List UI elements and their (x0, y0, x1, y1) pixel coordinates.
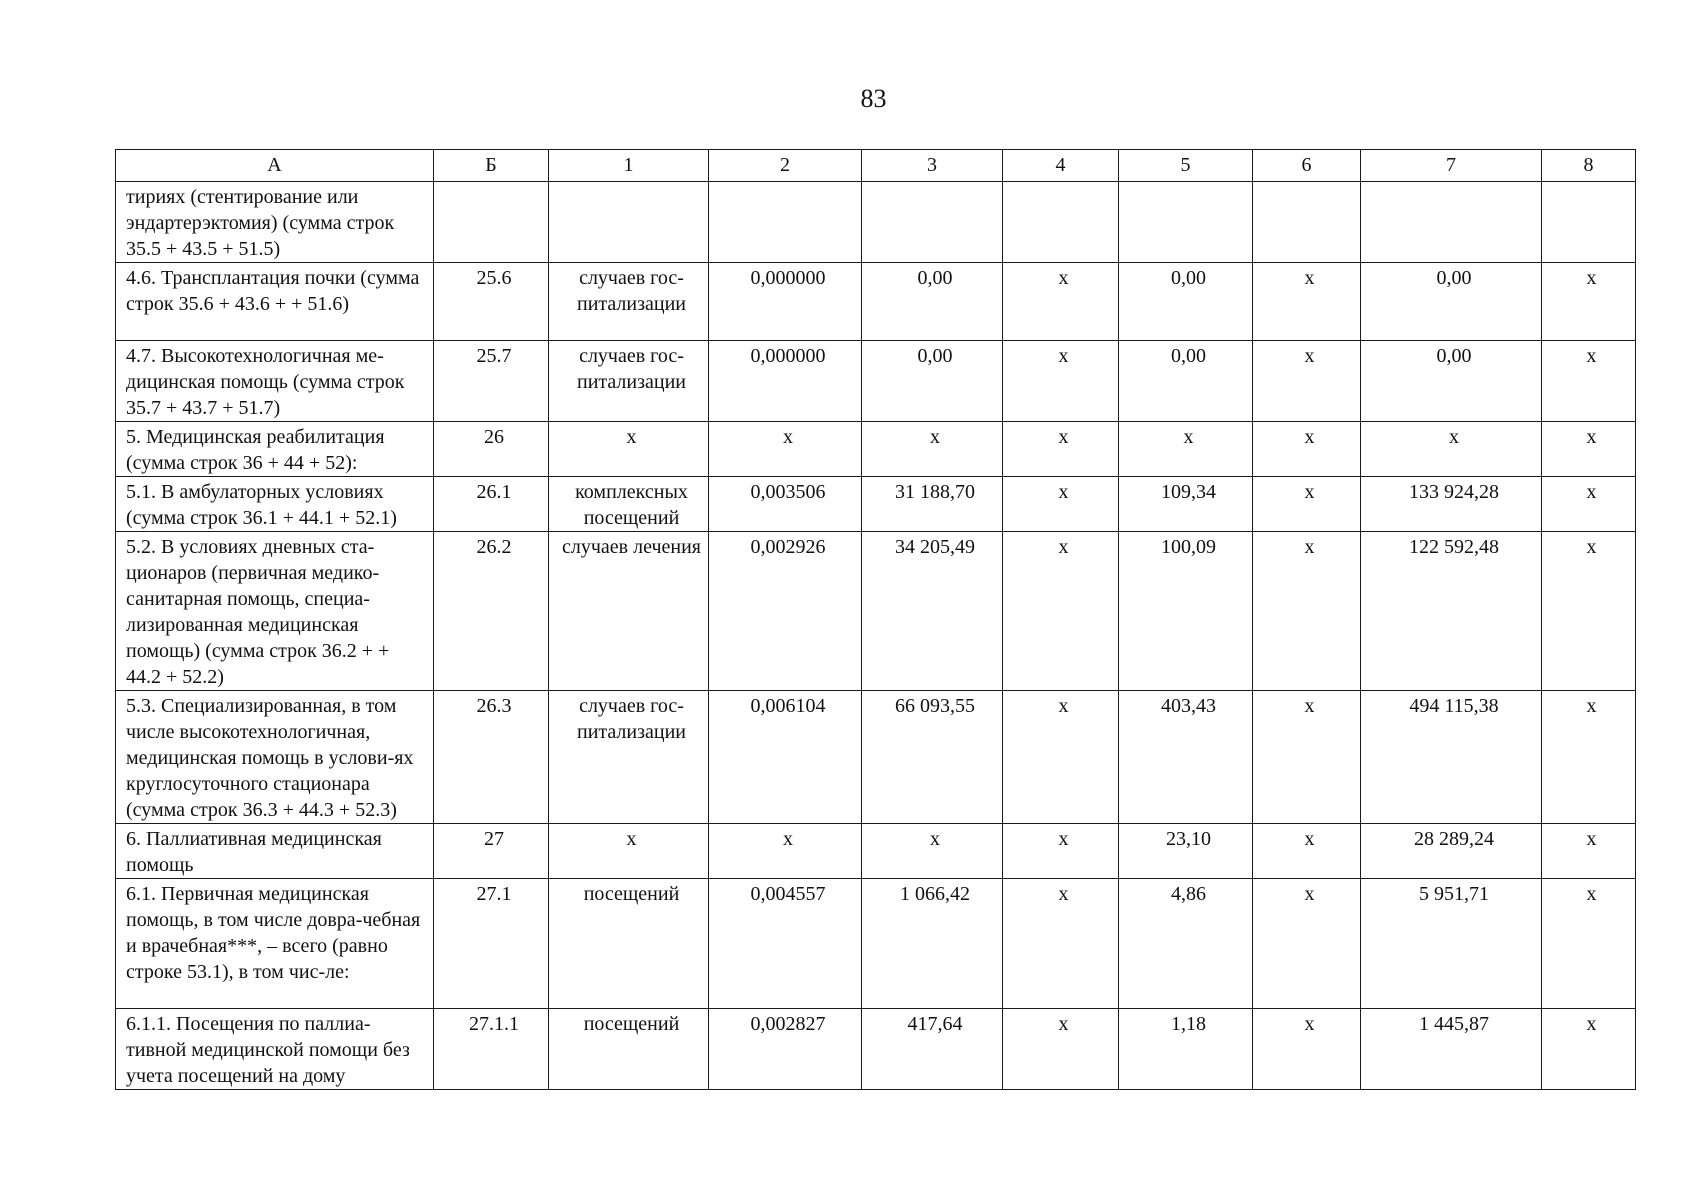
row-code: 26 (434, 422, 549, 477)
row-col-2: 0,002926 (709, 532, 862, 691)
row-col-2: 0,004557 (709, 879, 862, 1009)
row-name: 5.3. Специализированная, в том числе высокотехнологичная, медицинская помощь в услови-ях круглосуточного стационара (сумма строк 36.3 + 44.3 + 52.3) (116, 691, 434, 824)
row-code: 26.3 (434, 691, 549, 824)
row-name: 5. Медицинская реабилитация (сумма строк 36 + 44 + 52): (116, 422, 434, 477)
row-col-7: 0,00 (1361, 263, 1542, 341)
row-col-4: х (1003, 263, 1119, 341)
row-col-5: 4,86 (1119, 879, 1253, 1009)
row-unit: посещений (549, 879, 709, 1009)
row-col-3 (862, 182, 1003, 263)
row-code: 25.6 (434, 263, 549, 341)
row-col-7: 122 592,48 (1361, 532, 1542, 691)
header-col-5: 5 (1119, 150, 1253, 182)
row-code (434, 182, 549, 263)
row-col-4: х (1003, 824, 1119, 879)
row-col-8: х (1542, 263, 1636, 341)
table-row (116, 1009, 1636, 1090)
row-col-8 (1542, 182, 1636, 263)
row-col-2: 0,000000 (709, 263, 862, 341)
row-code: 27 (434, 824, 549, 879)
row-col-5: 109,34 (1119, 477, 1253, 532)
row-col-4: х (1003, 691, 1119, 824)
row-col-4: х (1003, 1009, 1119, 1090)
row-col-3: х (862, 422, 1003, 477)
row-col-3: 1 066,42 (862, 879, 1003, 1009)
row-col-5: х (1119, 422, 1253, 477)
table-row (116, 879, 1636, 1009)
row-col-6: х (1253, 824, 1361, 879)
row-col-2: 0,003506 (709, 477, 862, 532)
row-unit: случаев лечения (549, 532, 709, 691)
row-col-6: х (1253, 691, 1361, 824)
row-name: 4.6. Трансплантация почки (сумма строк 35.6 + 43.6 + + 51.6) (116, 263, 434, 341)
row-unit: случаев гос-питализации (549, 691, 709, 824)
row-name: тириях (стентирование или эндартерэктомия) (сумма строк 35.5 + 43.5 + 51.5) (116, 182, 434, 263)
row-name: 4.7. Высокотехнологичная ме-дицинская помощь (сумма строк 35.7 + 43.7 + 51.7) (116, 341, 434, 422)
table-row (116, 477, 1636, 532)
row-col-8: х (1542, 1009, 1636, 1090)
table-row (116, 824, 1636, 879)
row-col-3: 0,00 (862, 341, 1003, 422)
row-col-6: х (1253, 1009, 1361, 1090)
header-col-6: 6 (1253, 150, 1361, 182)
row-col-5: 23,10 (1119, 824, 1253, 879)
row-col-3: 417,64 (862, 1009, 1003, 1090)
row-code: 26.2 (434, 532, 549, 691)
row-col-2: 0,006104 (709, 691, 862, 824)
row-code: 27.1 (434, 879, 549, 1009)
row-name: 6. Паллиативная медицинская помощь (116, 824, 434, 879)
row-col-7: 494 115,38 (1361, 691, 1542, 824)
row-col-5: 100,09 (1119, 532, 1253, 691)
row-col-4: х (1003, 879, 1119, 1009)
table-row (116, 341, 1636, 422)
row-code: 27.1.1 (434, 1009, 549, 1090)
table-row (116, 422, 1636, 477)
row-col-6: х (1253, 532, 1361, 691)
row-col-5: 403,43 (1119, 691, 1253, 824)
row-col-2: 0,000000 (709, 341, 862, 422)
row-name: 5.2. В условиях дневных ста-ционаров (первичная медико-санитарная помощь, специа-лизированная медицинская помощь) (сумма строк 36.2 + + 44.2 + 52.2) (116, 532, 434, 691)
row-col-6: х (1253, 477, 1361, 532)
row-col-4: х (1003, 341, 1119, 422)
table-header-row (116, 150, 1636, 182)
row-unit: посещений (549, 1009, 709, 1090)
row-col-3: 31 188,70 (862, 477, 1003, 532)
row-col-8: х (1542, 341, 1636, 422)
row-col-3: 66 093,55 (862, 691, 1003, 824)
row-col-3: 0,00 (862, 263, 1003, 341)
table-row (116, 182, 1636, 263)
row-unit: х (549, 422, 709, 477)
page-number: 83 (860, 84, 887, 113)
header-col-a: А (116, 150, 434, 182)
row-col-7 (1361, 182, 1542, 263)
row-name: 5.1. В амбулаторных условиях (сумма строк 36.1 + 44.1 + 52.1) (116, 477, 434, 532)
table-row (116, 691, 1636, 824)
row-col-6 (1253, 182, 1361, 263)
row-col-7: 0,00 (1361, 341, 1542, 422)
header-col-2: 2 (709, 150, 862, 182)
row-col-6: х (1253, 263, 1361, 341)
row-name: 6.1. Первичная медицинская помощь, в том числе довра-чебная и врачебная***, – всего (равно строке 53.1), в том чис-ле: (116, 879, 434, 1009)
row-col-7: 28 289,24 (1361, 824, 1542, 879)
row-unit: комплексных посещений (549, 477, 709, 532)
indicators-table (115, 149, 1636, 1090)
row-col-4 (1003, 182, 1119, 263)
row-col-7: 5 951,71 (1361, 879, 1542, 1009)
row-col-2: 0,002827 (709, 1009, 862, 1090)
row-unit: случаев гос-питализации (549, 341, 709, 422)
row-col-8: х (1542, 532, 1636, 691)
row-unit: случаев гос-питализации (549, 263, 709, 341)
row-name: 6.1.1. Посещения по паллиа-тивной медицинской помощи без учета посещений на дому (116, 1009, 434, 1090)
header-col-4: 4 (1003, 150, 1119, 182)
row-code: 25.7 (434, 341, 549, 422)
header-col-b: Б (434, 150, 549, 182)
row-col-8: х (1542, 879, 1636, 1009)
header-col-3: 3 (862, 150, 1003, 182)
table-row (116, 263, 1636, 341)
row-col-8: х (1542, 422, 1636, 477)
row-col-4: х (1003, 477, 1119, 532)
row-col-5: 0,00 (1119, 263, 1253, 341)
row-col-2: х (709, 824, 862, 879)
row-col-3: х (862, 824, 1003, 879)
row-col-4: х (1003, 422, 1119, 477)
row-col-7: 133 924,28 (1361, 477, 1542, 532)
row-col-3: 34 205,49 (862, 532, 1003, 691)
row-code: 26.1 (434, 477, 549, 532)
header-col-8: 8 (1542, 150, 1636, 182)
header-col-7: 7 (1361, 150, 1542, 182)
row-col-5: 1,18 (1119, 1009, 1253, 1090)
row-col-8: х (1542, 691, 1636, 824)
row-col-2: х (709, 422, 862, 477)
row-col-8: х (1542, 477, 1636, 532)
row-col-5: 0,00 (1119, 341, 1253, 422)
row-col-2 (709, 182, 862, 263)
row-col-6: х (1253, 341, 1361, 422)
row-unit: х (549, 824, 709, 879)
row-col-6: х (1253, 879, 1361, 1009)
row-col-8: х (1542, 824, 1636, 879)
row-col-7: х (1361, 422, 1542, 477)
row-col-5 (1119, 182, 1253, 263)
header-col-1: 1 (549, 150, 709, 182)
row-col-6: х (1253, 422, 1361, 477)
row-col-7: 1 445,87 (1361, 1009, 1542, 1090)
row-col-4: х (1003, 532, 1119, 691)
table-row (116, 532, 1636, 691)
row-unit (549, 182, 709, 263)
